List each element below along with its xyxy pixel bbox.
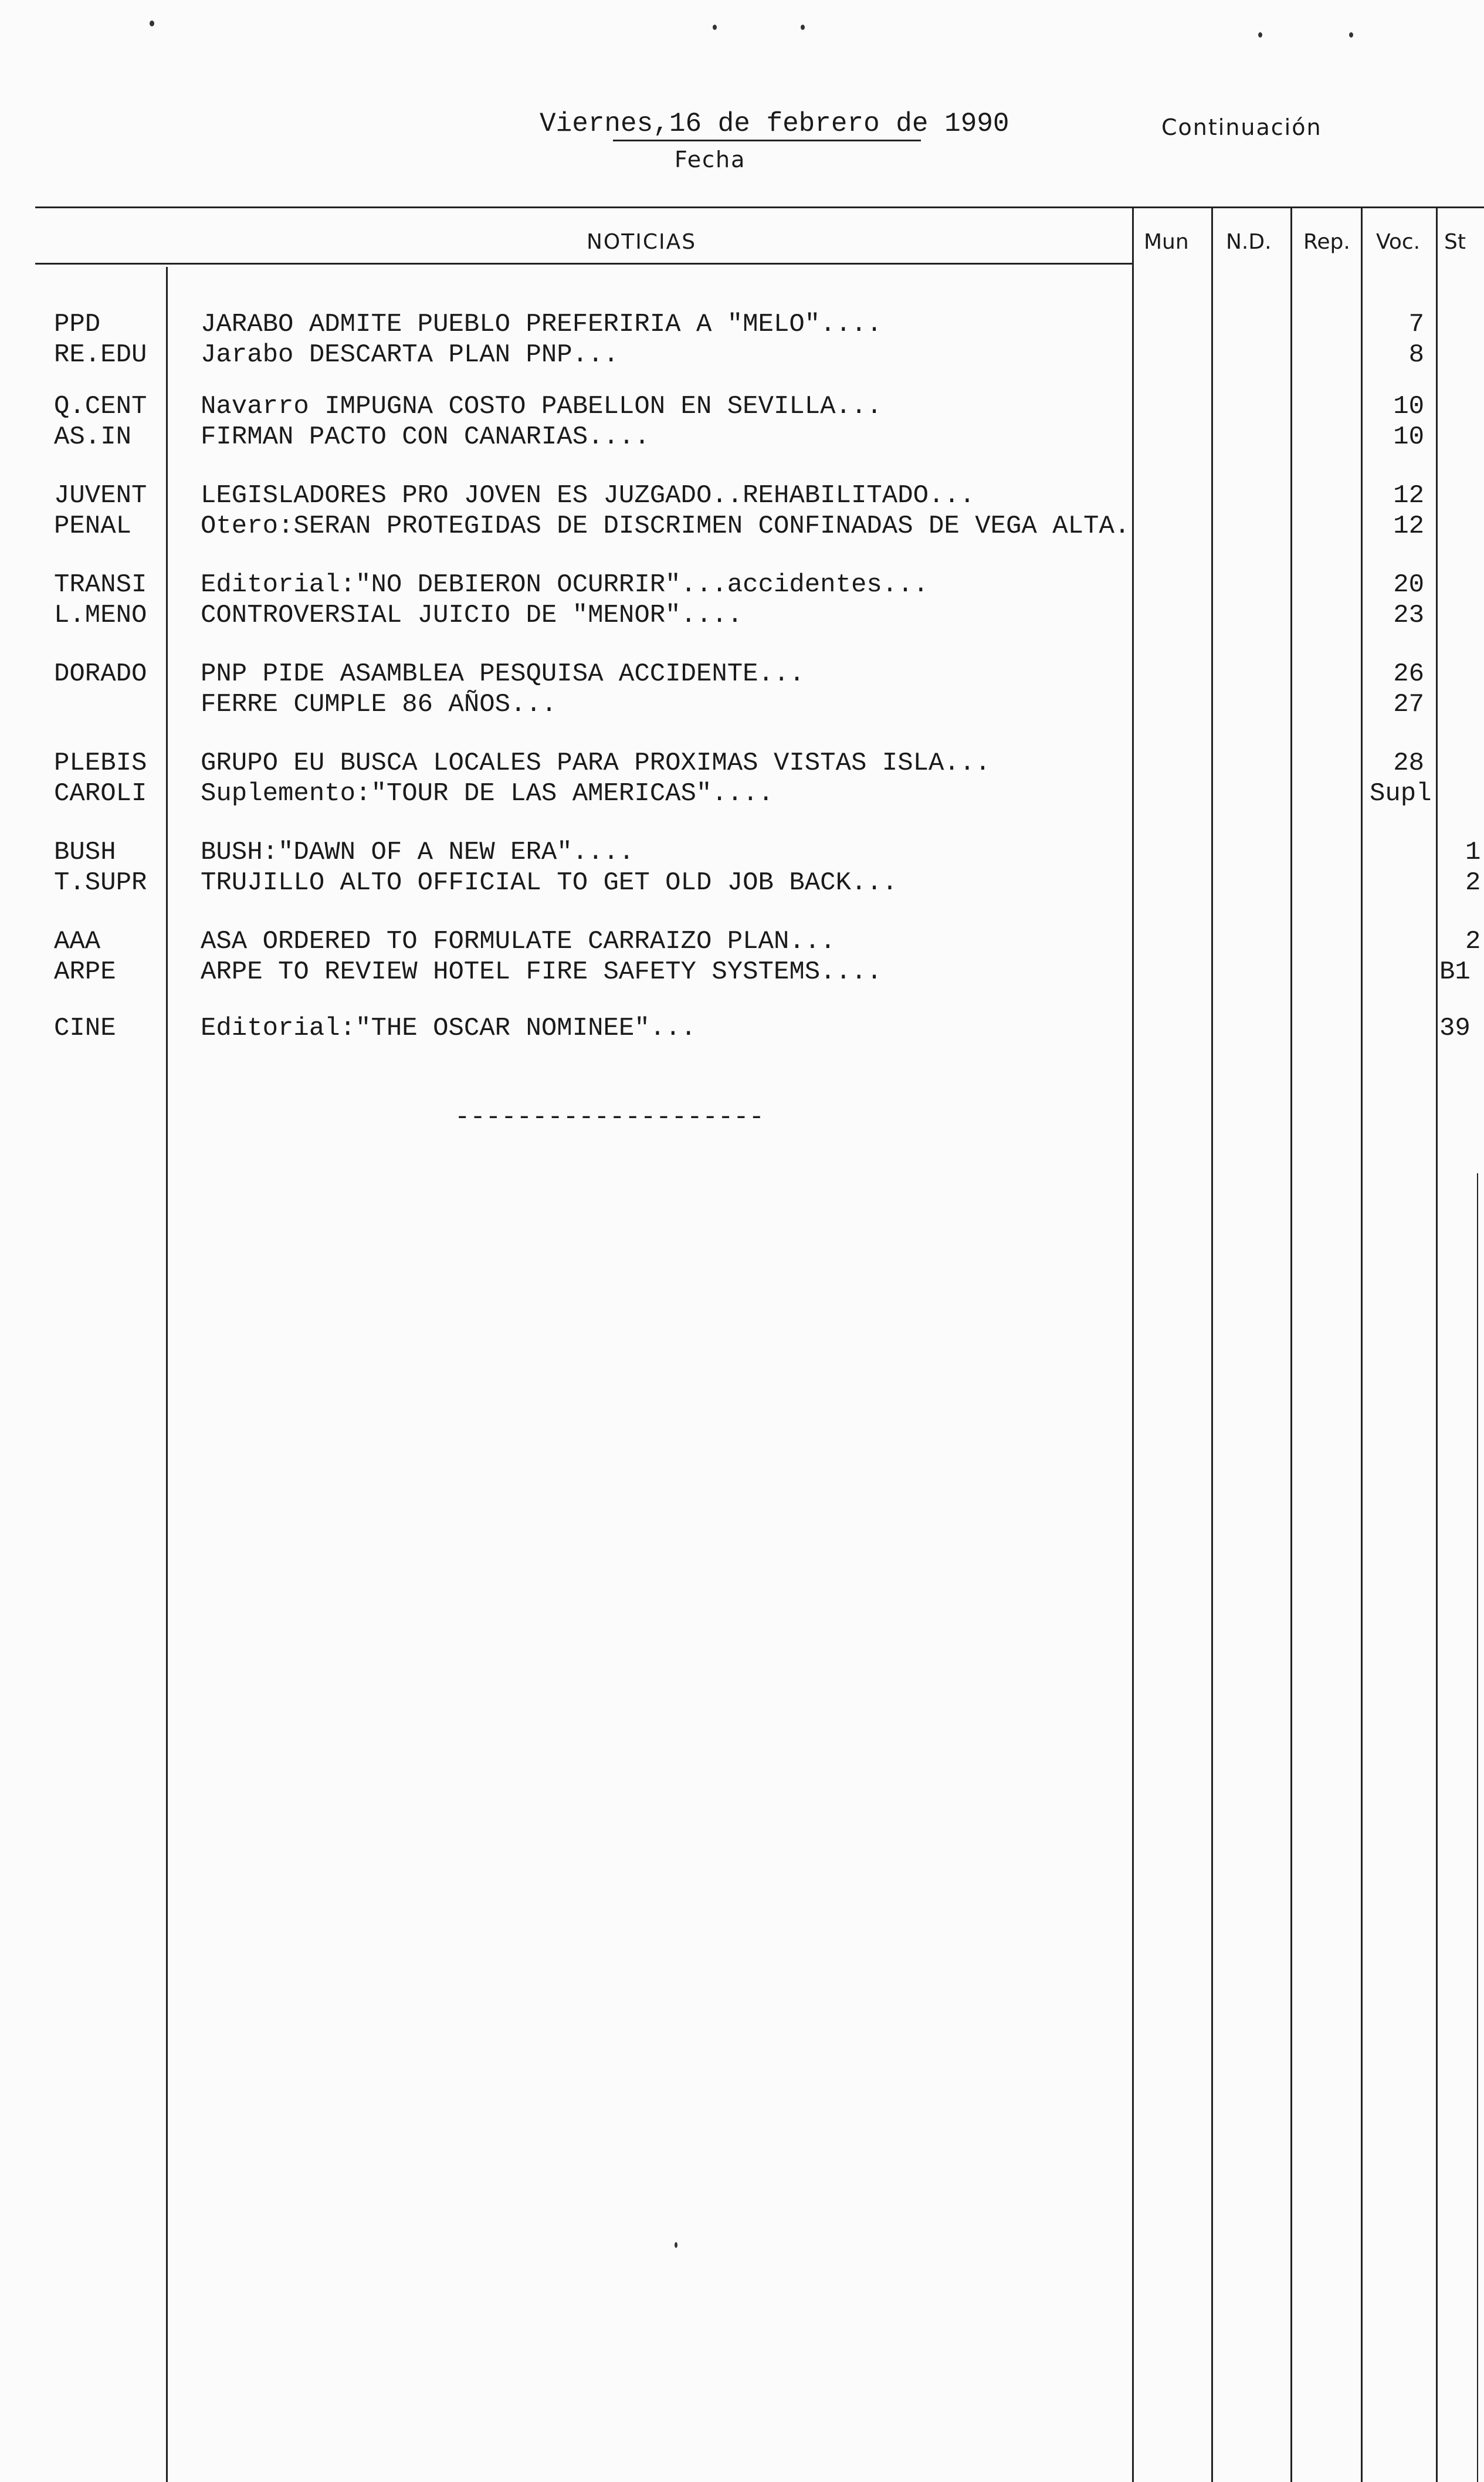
entry-code: TRANSI <box>54 570 147 600</box>
entry-sta: 2 <box>1465 927 1481 956</box>
entry-title: ARPE TO REVIEW HOTEL FIRE SAFETY SYSTEMS.... <box>201 957 882 987</box>
entry-title: Suplemento:"TOUR DE LAS AMERICAS".... <box>201 779 774 808</box>
entry-title: Navarro IMPUGNA COSTO PABELLON EN SEVILLA... <box>201 392 882 421</box>
entry-code: DORADO <box>54 659 147 689</box>
entry-title: CONTROVERSIAL JUICIO DE "MENOR".... <box>201 601 743 630</box>
scan-speck <box>1258 32 1262 38</box>
entry-voc: 12 <box>1393 481 1424 510</box>
entry-code: PPD <box>54 310 101 339</box>
entry-voc: 20 <box>1393 570 1424 600</box>
entry-voc: 10 <box>1393 392 1424 421</box>
entry-title: JARABO ADMITE PUEBLO PREFERIRIA A "MELO".... <box>201 310 882 339</box>
end-of-list-separator: -------------------- <box>455 1103 765 1132</box>
entry-code: PENAL <box>54 512 132 541</box>
document-date: Viernes,16 de febrero de 1990 <box>540 109 1009 139</box>
scan-speck <box>1349 32 1353 38</box>
entry-code: ARPE <box>54 957 116 987</box>
entry-code: RE.EDU <box>54 340 147 370</box>
scan-speck <box>713 25 717 30</box>
entry-code: JUVENT <box>54 481 147 510</box>
entry-voc: 27 <box>1393 690 1424 719</box>
entry-title: Jarabo DESCARTA PLAN PNP... <box>201 340 619 370</box>
entry-title: BUSH:"DAWN OF A NEW ERA".... <box>201 838 635 867</box>
entry-code: PLEBIS <box>54 749 147 778</box>
entry-voc: 28 <box>1393 749 1424 778</box>
mun-column-divider <box>1132 206 1134 2482</box>
scan-speck <box>801 25 805 30</box>
nd-column-divider <box>1211 206 1213 2482</box>
entry-code: CINE <box>54 1014 116 1043</box>
entry-title: TRUJILLO ALTO OFFICIAL TO GET OLD JOB BACK... <box>201 868 898 898</box>
date-label: Fecha <box>675 147 746 172</box>
sta-column-divider <box>1436 206 1438 2482</box>
col-header-rep: Rep. <box>1303 230 1350 254</box>
entry-title: Otero:SERAN PROTEGIDAS DE DISCRIMEN CONFINADAS DE VEGA ALTA. <box>201 512 1130 541</box>
rep-column-divider <box>1290 206 1292 2482</box>
entry-voc: 10 <box>1393 422 1424 452</box>
entry-voc: 7 <box>1408 310 1424 339</box>
entry-title: ASA ORDERED TO FORMULATE CARRAIZO PLAN... <box>201 927 836 956</box>
entry-voc: 23 <box>1393 601 1424 630</box>
entry-voc: 26 <box>1393 659 1424 689</box>
date-underline <box>613 140 921 141</box>
entry-code: AS.IN <box>54 422 132 452</box>
entry-title: Editorial:"NO DEBIERON OCURRIR"...accidentes... <box>201 570 929 600</box>
header-bottom-rule <box>35 263 1132 265</box>
entry-sta: 2 <box>1465 868 1481 898</box>
col-header-nd: N.D. <box>1226 230 1272 254</box>
entry-title: PNP PIDE ASAMBLEA PESQUISA ACCIDENTE... <box>201 659 805 689</box>
voc-column-divider <box>1361 206 1363 2482</box>
table-top-rule <box>35 206 1484 208</box>
entry-voc: 8 <box>1408 340 1424 370</box>
scan-speck <box>150 21 154 26</box>
entry-code: CAROLI <box>54 779 147 808</box>
entry-title: Editorial:"THE OSCAR NOMINEE"... <box>201 1014 696 1043</box>
entry-sta: 39 <box>1439 1014 1471 1043</box>
entry-sta: 1 <box>1465 838 1481 867</box>
entry-title: GRUPO EU BUSCA LOCALES PARA PROXIMAS VISTAS ISLA... <box>201 749 991 778</box>
code-column-divider <box>166 267 168 2482</box>
page-edge-line <box>1477 1173 1478 2482</box>
col-header-mun: Mun <box>1144 230 1189 254</box>
entry-title: FERRE CUMPLE 86 AÑOS... <box>201 690 557 719</box>
entry-voc: Supl <box>1370 779 1432 808</box>
scan-speck <box>675 2242 677 2248</box>
entry-code: L.MENO <box>54 601 147 630</box>
col-header-voc: Voc. <box>1376 230 1421 254</box>
entry-code: BUSH <box>54 838 116 867</box>
entry-code: AAA <box>54 927 101 956</box>
entry-sta: B1 <box>1439 957 1471 987</box>
entry-code: Q.CENT <box>54 392 147 421</box>
col-header-sta: St <box>1444 230 1466 254</box>
entry-title: LEGISLADORES PRO JOVEN ES JUZGADO..REHABILITADO... <box>201 481 975 510</box>
entry-voc: 12 <box>1393 512 1424 541</box>
entry-title: FIRMAN PACTO CON CANARIAS.... <box>201 422 650 452</box>
col-header-noticias: NOTICIAS <box>587 230 697 254</box>
continuation-label: Continuación <box>1161 114 1322 140</box>
entry-code: T.SUPR <box>54 868 147 898</box>
